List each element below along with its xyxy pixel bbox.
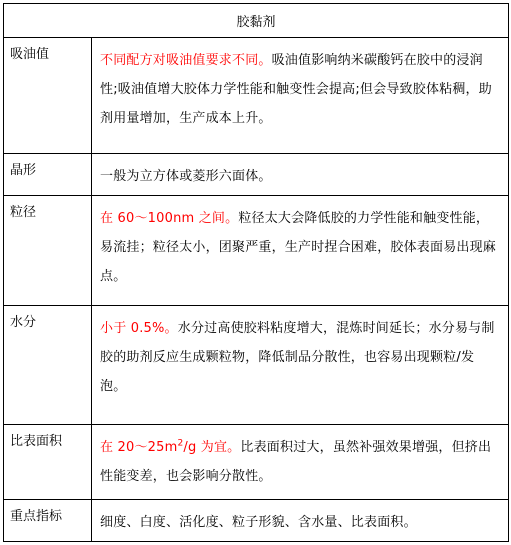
highlight-text-unit: /g 为宜。 (183, 440, 241, 455)
highlight-text-main: 在 20～25m (100, 440, 178, 455)
row-label: 晶形 (4, 154, 92, 196)
row-description (92, 425, 509, 500)
row-description (92, 38, 509, 154)
table-row (4, 306, 509, 425)
description-text: 比表面积过大，虽然补强效果增强，但挤出性能变差，也会影响分散性。 (100, 440, 492, 484)
highlight-text (100, 440, 240, 455)
table-title: 胶黏剂 (4, 4, 509, 38)
table-row (4, 425, 509, 500)
row-description (92, 500, 509, 542)
row-label: 粒径 (4, 196, 92, 306)
description-text: 一般为立方体或菱形六面体。 (100, 169, 272, 184)
description-text: 吸油值影响纳米碳酸钙在胶中的浸润性;吸油值增大胶体力学性能和触变性会提高;但会导致胶体粘稠，助剂用量增加，生产成本上升。 (100, 53, 492, 126)
row-label: 水分 (4, 306, 92, 425)
row-label: 重点指标 (4, 500, 92, 542)
description-text: 水分过高使胶料粘度增大，混炼时间延长；水分易与制胶的助剂反应生成颗粒物，降低制品分散性，也容易出现颗粒/发泡。 (100, 321, 495, 394)
row-label: 吸油值 (4, 38, 92, 154)
highlight-text: 不同配方对吸油值要求不同。 (100, 53, 272, 68)
description-text: 细度、白度、活化度、粒子形貌、含水量、比表面积。 (100, 515, 417, 530)
row-description (92, 306, 509, 425)
description-text: 粒径太大会降低胶的力学性能和触变性能，易流挂；粒径太小，团聚严重，生产时捏合困难，胶体表面易出现麻点。 (100, 211, 497, 284)
table-row (4, 38, 509, 154)
superscript: 2 (177, 438, 184, 449)
highlight-text: 在 60～100nm 之间。 (100, 211, 239, 226)
highlight-text: 小于 0.5%。 (100, 321, 178, 336)
row-description (92, 196, 509, 306)
row-label: 比表面积 (4, 425, 92, 500)
table-row (4, 500, 509, 542)
row-description (92, 154, 509, 196)
table-header-row (4, 4, 509, 38)
property-table (3, 3, 509, 542)
table-row (4, 196, 509, 306)
table-row (4, 154, 509, 196)
